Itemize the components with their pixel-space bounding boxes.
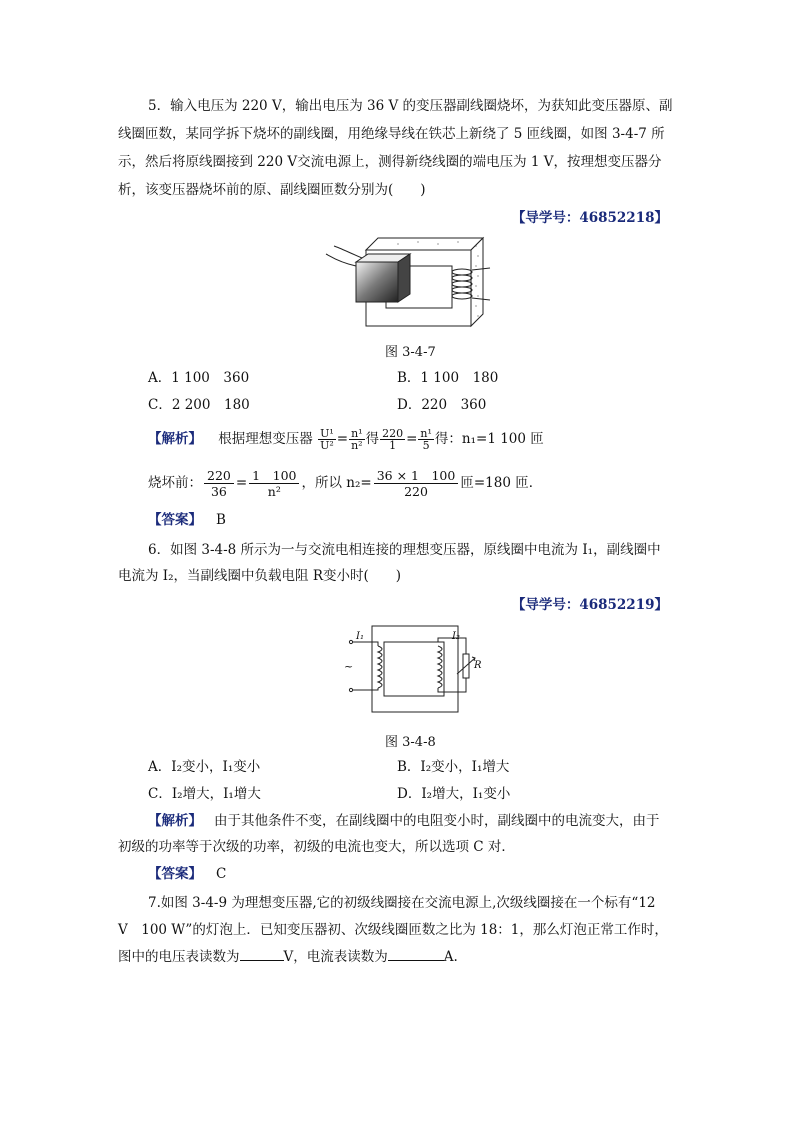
q7-line1: 7.如图 3-4-9 为理想变压器,它的初级线圈接在交流电源上,次级线圈接在一个标有“12 <box>148 895 656 911</box>
q6-figure-caption: 图 3-4-8 <box>385 735 436 750</box>
fraction: $\frac{1 100}{\text{n²}}$ <box>249 468 299 499</box>
q5-answer: 【答案】 B <box>148 512 226 528</box>
q6-option-c: C．I₂增大，I₁增大 <box>148 786 261 802</box>
q5-line2: 线圈匝数，某同学拆下烧坏的副线圈，用绝缘导线在铁芯上新绕了 5 匝线圈，如图 3-4-7 所 <box>118 126 665 142</box>
fraction: $\frac{220}{1}$ <box>382 427 404 452</box>
q6-line1: 6．如图 3-4-8 所示为一与交流电相连接的理想变压器，原线圈中电流为 I₁，副线圈中 <box>148 542 661 558</box>
fig-r-label: R <box>474 660 482 671</box>
current-answer-blank[interactable] <box>388 946 444 961</box>
q5-analysis: 【解析】 根据理想变压器 $\frac{\text{U¹}}{\text{U²}}$ = $\frac{\text{n¹}}{\text{n²}}$ 得 $\frac{220}{1}$ = $\frac{\text{n¹}}{5}$ 得：n₁=1 100 匝 <box>148 427 544 452</box>
q7-line2: V 100 W”的灯泡上．已知变压器初、次级线圈匝数之比为 18：1，那么灯泡正常工作时， <box>118 922 668 938</box>
q5-option-c: C．2 200 180 <box>148 397 250 413</box>
q5-option-b: B．1 100 180 <box>397 370 499 386</box>
q5-analysis-label: 【解析】 <box>148 431 202 447</box>
q5-figure-caption: 图 3-4-7 <box>385 345 436 360</box>
fig-i1-label: I₁ <box>356 631 364 642</box>
q6-answer: 【答案】 C <box>148 866 227 882</box>
q5-option-a: A．1 100 360 <box>148 370 250 386</box>
q5-line3: 示，然后将原线圈接到 220 V交流电源上，测得新绕线圈的端电压为 1 V，按理想变压器分 <box>118 154 662 170</box>
q5-line4: 析，该变压器烧坏前的原、副线圈匝数分别为( ) <box>118 182 426 198</box>
fraction: $\frac{\text{U¹}}{\text{U²}}$ <box>320 427 334 452</box>
fraction: $\frac{36 \times 1 100}{220}$ <box>374 468 459 499</box>
q5-option-d: D．220 360 <box>397 397 487 413</box>
q7-line3: 图中的电压表读数为 V，电流表读数为 A. <box>118 946 458 967</box>
q5-answer-label: 【答案】 <box>148 512 202 528</box>
q6-analysis-2: 初级的功率等于次级的功率，初级的电流也变大，所以选项 C 对． <box>118 839 515 855</box>
q6-line2: 电流为 I₂，当副线圈中负载电阻 R变小时( ) <box>118 568 402 584</box>
q6-option-a: A．I₂变小，I₁变小 <box>148 759 261 775</box>
q6-option-d: D．I₂增大，I₁变小 <box>397 786 511 802</box>
q6-guide-number: 【导学号：46852219】 <box>511 597 668 613</box>
q6-analysis-label: 【解析】 <box>148 813 202 829</box>
q6-analysis: 【解析】 由于其他条件不变，在副线圈中的电阻变小时，副线圈中的电流变大，由于 <box>148 813 660 829</box>
fig-i2-label: I₂ <box>452 631 460 642</box>
q5-analysis-2: 烧坏前： $\frac{220}{36}$ = $\frac{1 100}{\text{n²}}$ ，所以 n₂= $\frac{36 \times 1 100}{220}$ 匝=180 匝． <box>148 468 543 499</box>
q5-guide-number: 【导学号：46852218】 <box>511 210 668 226</box>
fraction: $\frac{\text{n¹}}{\text{n²}}$ <box>351 427 363 452</box>
fraction: $\frac{\text{n¹}}{5}$ <box>420 427 432 452</box>
voltage-answer-blank[interactable] <box>240 946 284 961</box>
fig-ac-symbol: ~ <box>344 660 354 673</box>
q6-option-b: B．I₂变小，I₁增大 <box>397 759 510 775</box>
q5-line1: 5．输入电压为 220 V，输出电压为 36 V 的变压器副线圈烧坏，为获知此变压器原、副 <box>148 98 673 114</box>
fraction: $\frac{220}{36}$ <box>204 468 234 499</box>
q6-answer-label: 【答案】 <box>148 866 202 882</box>
figure-3-4-7 <box>318 232 518 332</box>
